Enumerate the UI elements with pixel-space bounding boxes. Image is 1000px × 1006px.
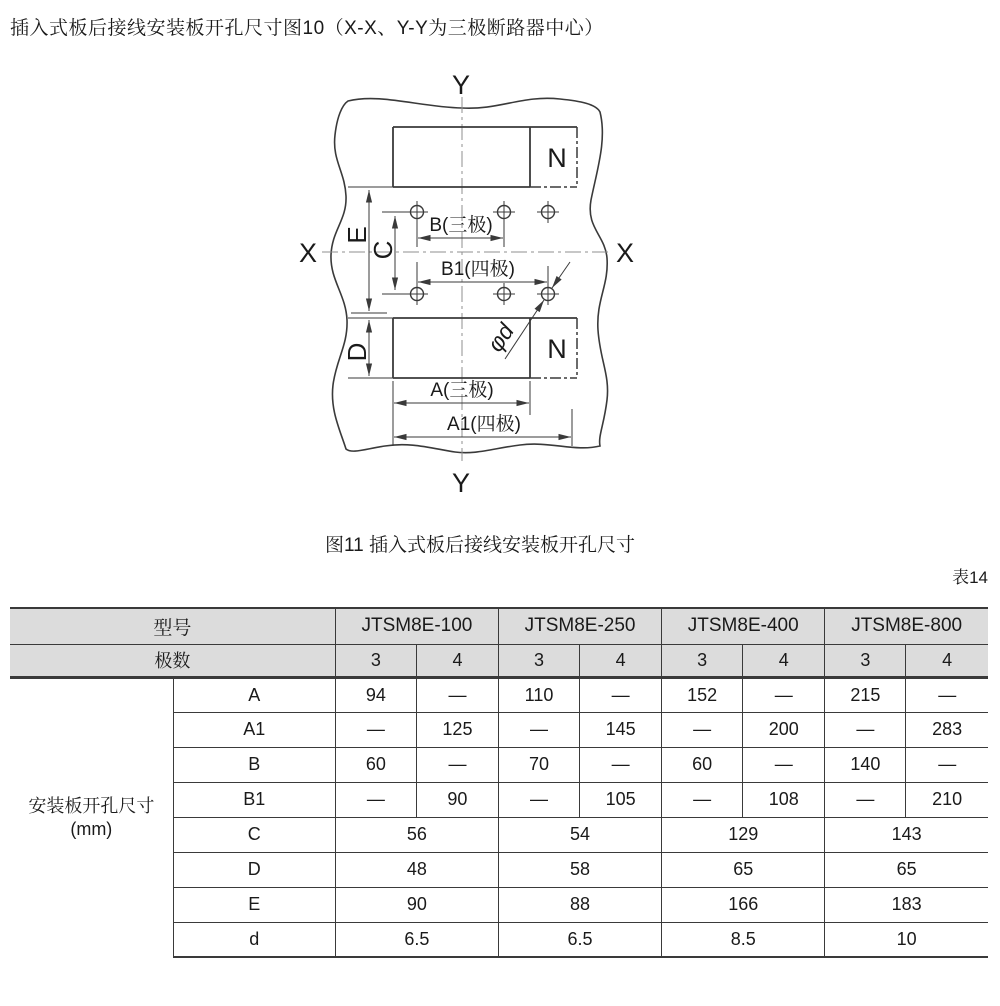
pole-cell: 3 bbox=[498, 644, 579, 677]
value-cell: — bbox=[743, 747, 825, 782]
pole-cell: 4 bbox=[416, 644, 498, 677]
value-cell: — bbox=[662, 712, 743, 747]
model-cell: JTSM8E-800 bbox=[825, 608, 988, 644]
value-cell: — bbox=[416, 677, 498, 712]
value-cell: 90 bbox=[416, 782, 498, 817]
value-cell: 56 bbox=[335, 817, 498, 852]
param-cell: C bbox=[173, 817, 335, 852]
param-cell: D bbox=[173, 852, 335, 887]
value-cell: — bbox=[743, 677, 825, 712]
value-cell: 60 bbox=[662, 747, 743, 782]
table-row-models bbox=[10, 608, 988, 644]
value-cell: 110 bbox=[498, 677, 579, 712]
value-cell: 10 bbox=[825, 922, 988, 957]
value-cell: — bbox=[662, 782, 743, 817]
value-cell: 48 bbox=[335, 852, 498, 887]
param-cell: B bbox=[173, 747, 335, 782]
pole-cell: 3 bbox=[662, 644, 743, 677]
value-cell: — bbox=[498, 712, 579, 747]
value-cell: 58 bbox=[498, 852, 661, 887]
value-cell: 166 bbox=[662, 887, 825, 922]
table-tag: 表14 bbox=[952, 568, 988, 587]
value-cell: — bbox=[580, 677, 662, 712]
pole-cell: 3 bbox=[335, 644, 416, 677]
model-header-cell: 型号 bbox=[10, 608, 335, 644]
value-cell: 6.5 bbox=[498, 922, 661, 957]
value-cell: — bbox=[335, 782, 416, 817]
value-cell: 108 bbox=[743, 782, 825, 817]
pole-cell: 4 bbox=[906, 644, 988, 677]
hole bbox=[493, 283, 515, 305]
value-cell: 88 bbox=[498, 887, 661, 922]
dim-d-label: D bbox=[342, 342, 372, 362]
axis-x-right-label: X bbox=[615, 238, 635, 268]
dim-a1-label: A1(四极) bbox=[447, 414, 521, 435]
value-cell: 283 bbox=[906, 712, 988, 747]
value-cell: 60 bbox=[335, 747, 416, 782]
model-cell: JTSM8E-400 bbox=[662, 608, 825, 644]
value-cell: 129 bbox=[662, 817, 825, 852]
param-cell: B1 bbox=[173, 782, 335, 817]
group-unit-text: (mm) bbox=[70, 818, 113, 839]
neutral-pole-top-label: N bbox=[547, 143, 567, 173]
value-cell: — bbox=[416, 747, 498, 782]
value-cell: — bbox=[498, 782, 579, 817]
pole-cell: 3 bbox=[825, 644, 906, 677]
model-cell: JTSM8E-100 bbox=[335, 608, 498, 644]
value-cell: 183 bbox=[825, 887, 988, 922]
value-cell: — bbox=[906, 747, 988, 782]
neutral-pole-bottom-label: N bbox=[547, 334, 567, 364]
value-cell: 152 bbox=[662, 677, 743, 712]
axis-y-bottom-label: Y bbox=[451, 468, 471, 498]
model-cell: JTSM8E-250 bbox=[498, 608, 661, 644]
value-cell: — bbox=[825, 712, 906, 747]
value-cell: 65 bbox=[662, 852, 825, 887]
dim-a-label: A(三极) bbox=[430, 380, 494, 401]
param-cell: A1 bbox=[173, 712, 335, 747]
axis-x-left-label: X bbox=[298, 238, 318, 268]
value-cell: 140 bbox=[825, 747, 906, 782]
row-group-label bbox=[10, 677, 173, 957]
dim-c-label: C bbox=[368, 240, 398, 260]
value-cell: — bbox=[335, 712, 416, 747]
value-cell: 215 bbox=[825, 677, 906, 712]
value-cell: 210 bbox=[906, 782, 988, 817]
param-cell: d bbox=[173, 922, 335, 957]
table-row-A bbox=[10, 677, 988, 712]
value-cell: 70 bbox=[498, 747, 579, 782]
mounting-plate-diagram bbox=[280, 70, 660, 500]
dim-e-label: E bbox=[342, 226, 372, 244]
value-cell: — bbox=[825, 782, 906, 817]
group-label-text: 安装板开孔尺寸 bbox=[28, 796, 155, 817]
value-cell: 90 bbox=[335, 887, 498, 922]
value-cell: 8.5 bbox=[662, 922, 825, 957]
table-row-poles bbox=[10, 644, 988, 677]
poles-header-cell: 极数 bbox=[10, 644, 335, 677]
value-cell: 145 bbox=[580, 712, 662, 747]
page-title: 插入式板后接线安装板开孔尺寸图10（X-X、Y-Y为三极断路器中心） bbox=[10, 18, 604, 39]
dimensions-table bbox=[10, 607, 988, 958]
value-cell: 200 bbox=[743, 712, 825, 747]
dim-hole-diameter-label: φd bbox=[481, 318, 519, 357]
value-cell: 143 bbox=[825, 817, 988, 852]
value-cell: 54 bbox=[498, 817, 661, 852]
pole-cell: 4 bbox=[580, 644, 662, 677]
value-cell: — bbox=[580, 747, 662, 782]
param-cell: E bbox=[173, 887, 335, 922]
axis-y-top-label: Y bbox=[451, 70, 471, 100]
dim-b-label: B(三极) bbox=[429, 215, 493, 236]
param-cell: A bbox=[173, 677, 335, 712]
value-cell: 6.5 bbox=[335, 922, 498, 957]
dim-b1-label: B1(四极) bbox=[441, 259, 515, 280]
value-cell: 94 bbox=[335, 677, 416, 712]
value-cell: 65 bbox=[825, 852, 988, 887]
value-cell: 105 bbox=[580, 782, 662, 817]
hole bbox=[537, 201, 559, 223]
pole-cell: 4 bbox=[743, 644, 825, 677]
figure-caption: 图11 插入式板后接线安装板开孔尺寸 bbox=[324, 535, 635, 556]
value-cell: 125 bbox=[416, 712, 498, 747]
value-cell: — bbox=[906, 677, 988, 712]
